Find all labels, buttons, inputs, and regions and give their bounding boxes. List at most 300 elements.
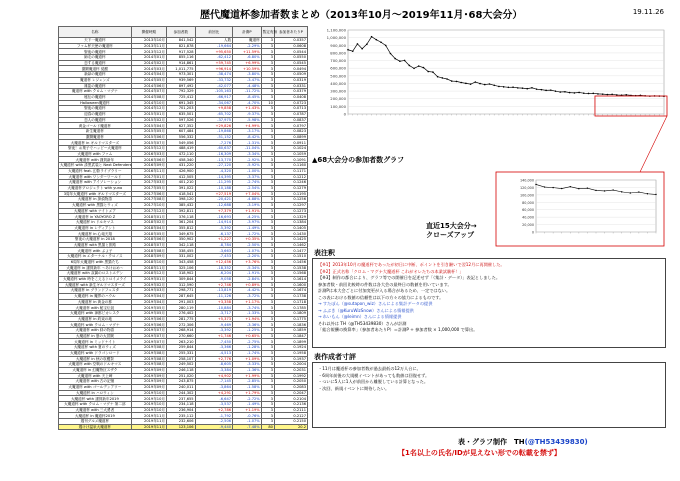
cell-participants: 412,505 bbox=[166, 174, 195, 180]
cell-flag: 3 bbox=[261, 242, 274, 248]
cell-name: 大魔道杯 in 心竜天翔 bbox=[59, 231, 132, 237]
cell-perpoint: 0.1091 bbox=[274, 157, 307, 163]
cell-name: 大魔道杯 in 魔界のハウル bbox=[59, 293, 132, 299]
cell-name: 大魔道杯 in ミッドナイト bbox=[59, 339, 132, 345]
cell-participants: 472,110 bbox=[166, 151, 195, 157]
cell-period: 2019年04月 bbox=[131, 299, 166, 305]
cell-name: 大魔道杯 with ファム bbox=[59, 151, 132, 157]
cell-flag: 3 bbox=[261, 322, 274, 328]
data-point bbox=[409, 65, 411, 67]
cell-participants: 385,432 bbox=[166, 202, 195, 208]
cell-change: -27,120 bbox=[195, 163, 232, 169]
cell-change: -3,864 bbox=[195, 384, 232, 390]
data-point bbox=[587, 187, 588, 188]
cell-rate: -3.97% bbox=[233, 220, 262, 226]
cell-change: -8,605 bbox=[195, 362, 232, 368]
cell-perpoint: 0.1538 bbox=[274, 265, 307, 271]
comment-line: ・6周年前後の大規模イベントがあっても数値は回復せず。 bbox=[318, 372, 430, 378]
data-point bbox=[552, 187, 553, 188]
cell-change: -3,717 bbox=[195, 311, 232, 317]
cell-flag: 3 bbox=[261, 384, 274, 390]
col-perpoint-header: 参加者あたりP bbox=[274, 27, 307, 38]
cell-period: 2018年11月 bbox=[131, 265, 166, 271]
cell-participants: 361,204 bbox=[166, 220, 195, 226]
cell-name: 大魔道杯 with 謹賀新年2019 bbox=[59, 396, 132, 402]
cell-rate: +1.94% bbox=[233, 316, 262, 322]
cell-period: 2016年11月 bbox=[131, 168, 166, 174]
cell-name: 大魔道杯 with ドラゴンロード bbox=[59, 350, 132, 356]
cell-participants: 355,812 bbox=[166, 225, 195, 231]
cell-change: -18,352 bbox=[195, 265, 232, 271]
cell-period: 2019年10月 bbox=[131, 396, 166, 402]
data-point bbox=[371, 36, 373, 38]
data-point bbox=[607, 94, 609, 96]
cell-name: 聖夜の大魔道杯 in 2018 bbox=[59, 237, 132, 243]
comment-line: ・ついに5人に1人が前回から離脱している計算となった。 bbox=[318, 379, 429, 384]
cell-name: 大魔道杯 with 絆の物語 bbox=[59, 328, 132, 334]
cell-period: 2014年03月 bbox=[131, 66, 166, 72]
cell-participants: 123,106 bbox=[166, 424, 195, 430]
cell-participants: 607,484 bbox=[166, 129, 195, 135]
cell-participants: 281,775 bbox=[166, 316, 195, 322]
data-point bbox=[484, 84, 486, 86]
cell-period: 2019年07月 bbox=[131, 339, 166, 345]
cell-rate: -2.92% bbox=[233, 157, 262, 163]
data-point bbox=[526, 88, 528, 90]
cell-name: 大魔道杯プロジェクト with yuno bbox=[59, 185, 132, 191]
cell-change: -37,975 bbox=[195, 117, 232, 123]
cell-period: 2015年07月 bbox=[131, 140, 166, 146]
cell-participants: 258,107 bbox=[166, 356, 195, 362]
cell-rate: -5.92% bbox=[233, 163, 262, 169]
cell-perpoint: 0.1477 bbox=[274, 248, 307, 254]
cell-name: 雄姿の魔道杯 bbox=[59, 83, 132, 89]
data-point bbox=[574, 92, 576, 94]
cell-rate: -2.20% bbox=[233, 254, 262, 260]
cell-change: -7,453 bbox=[195, 254, 232, 260]
cell-flag: 3 bbox=[261, 316, 274, 322]
cell-flag: 3 bbox=[261, 220, 274, 226]
cell-name: 大魔道杯 in 謹賀新年 ～あけおめ～ bbox=[59, 265, 132, 271]
cell-flag: 3 bbox=[261, 231, 274, 237]
data-point bbox=[361, 48, 363, 50]
data-point bbox=[413, 68, 415, 70]
cell-flag: 3 bbox=[261, 60, 274, 66]
data-point bbox=[578, 92, 580, 94]
cell-flag: 3 bbox=[261, 129, 274, 135]
y-tick-label: 140,000 bbox=[519, 178, 534, 183]
y-tick-label: 1,000,000 bbox=[326, 35, 346, 41]
cell-rate: +1.43% bbox=[233, 106, 262, 112]
cell-name: 大魔道杯 feat. 幻影ライブラリー bbox=[59, 168, 132, 174]
cell-flag: 80 bbox=[261, 424, 274, 430]
cell-period: 2013年11月 bbox=[131, 43, 166, 49]
cell-change: -7,145 bbox=[195, 379, 232, 385]
cell-participants: 331,002 bbox=[166, 254, 195, 260]
cell-perpoint: 0.0408 bbox=[274, 94, 307, 100]
data-point bbox=[352, 50, 354, 52]
cell-name: 大魔道杯 with ぷよ子 bbox=[59, 248, 132, 254]
data-point bbox=[544, 186, 545, 187]
comments-heading: 表作成者寸評 bbox=[314, 353, 356, 361]
data-point bbox=[460, 82, 462, 84]
cell-perpoint: 0.1462 bbox=[274, 242, 307, 248]
cell-rate: +3.76% bbox=[233, 259, 262, 265]
cell-participants: 251,020 bbox=[166, 373, 195, 379]
cell-perpoint: 0.1809 bbox=[274, 311, 307, 317]
cell-participants: 597,526 bbox=[166, 117, 195, 123]
cell-period: 2015年01月 bbox=[131, 111, 166, 117]
cell-rate: +7.04% bbox=[233, 191, 262, 197]
cell-perpoint: 0.2004 bbox=[274, 362, 307, 368]
cell-change: -62,412 bbox=[195, 55, 232, 61]
cell-perpoint: 0.1674 bbox=[274, 288, 307, 294]
data-point bbox=[366, 43, 368, 45]
credit-handle-link[interactable]: (@TH53439830) bbox=[524, 438, 588, 446]
cell-flag: 3 bbox=[261, 288, 274, 294]
cell-name: 大魔道杯 with 古の記憶 bbox=[59, 379, 132, 385]
cell-rate: -2.54% bbox=[233, 185, 262, 191]
cell-name: 大魔道杯 with 謹賀新年 bbox=[59, 157, 132, 163]
data-point bbox=[427, 71, 429, 73]
data-point bbox=[489, 83, 491, 85]
y-tick-label: 400,000 bbox=[330, 80, 346, 86]
cell-period: 2015年02月 bbox=[131, 117, 166, 123]
cell-flag: 3 bbox=[261, 407, 274, 413]
note-line: 「総合報酬の換算率」（参加者あたりP）＝計測P ÷ 参加者数 × 1,000,000 で算出。 bbox=[318, 327, 478, 332]
cell-perpoint: 0.2127 bbox=[274, 413, 307, 419]
zoom-line-chart bbox=[496, 172, 664, 246]
cell-period: 2017年01月 bbox=[131, 174, 166, 180]
cell-participants: 234,118 bbox=[166, 402, 195, 408]
data-point bbox=[475, 81, 477, 83]
cell-flag: 3 bbox=[261, 134, 274, 140]
cell-rate: -2.84% bbox=[233, 276, 262, 282]
cell-change: -8,784 bbox=[195, 242, 232, 248]
cell-period: 2014年04月 bbox=[131, 72, 166, 78]
cell-change: -105,163 bbox=[195, 89, 232, 95]
note-line: → すたぽん（@sutapon_wiz）さんによる集計データの提供 bbox=[318, 301, 433, 306]
data-point bbox=[647, 193, 648, 194]
y-tick-label: 700,000 bbox=[330, 58, 346, 64]
data-point bbox=[375, 39, 377, 41]
cell-perpoint: 0.1785 bbox=[274, 305, 307, 311]
cell-period: 2014年10月 bbox=[131, 100, 166, 106]
cell-name: 大魔道杯 with 黒猫と旅路 bbox=[59, 242, 132, 248]
cell-change: -10,188 bbox=[195, 185, 232, 191]
cell-name: 大魔道杯 with ナイトメア bbox=[59, 208, 132, 214]
cell-rate: -3.80% bbox=[233, 72, 262, 78]
cell-perpoint: 0.2050 bbox=[274, 379, 307, 385]
cell-change: -60,637 bbox=[195, 146, 232, 152]
cell-flag: 3 bbox=[261, 49, 274, 55]
cell-period: 2019年09月 bbox=[131, 379, 166, 385]
cell-participants: 342,118 bbox=[166, 242, 195, 248]
col-flag-header: 暫定有無 bbox=[261, 27, 274, 38]
cell-participants: 973,301 bbox=[166, 72, 195, 78]
cell-change: -9,469 bbox=[195, 322, 232, 328]
cell-change: -7,450 bbox=[195, 339, 232, 345]
cell-change: -13,819 bbox=[195, 288, 232, 294]
closeup-connector bbox=[640, 116, 667, 172]
cell-period: 2019年10月 bbox=[131, 390, 166, 396]
cell-rate: -3.19% bbox=[233, 202, 262, 208]
cell-participants: 325,106 bbox=[166, 265, 195, 271]
cell-flag: 3 bbox=[261, 163, 274, 169]
cell-change: -7,276 bbox=[195, 140, 232, 146]
data-point bbox=[583, 92, 585, 94]
cell-change: -3,663 bbox=[195, 248, 232, 254]
cell-participants: 312,590 bbox=[166, 282, 195, 288]
cell-name: 大魔道杯 with 秘宝伝説 bbox=[59, 305, 132, 311]
cell-rate: -2.74% bbox=[233, 180, 262, 186]
cell-period: 2017年05月 bbox=[131, 185, 166, 191]
zoom-caption-line-2: クローズアップ bbox=[426, 231, 475, 239]
cell-change: -4,513 bbox=[195, 350, 232, 356]
data-point bbox=[545, 90, 547, 92]
cell-period: 2016年06月 bbox=[131, 157, 166, 163]
cell-perpoint: 0.2136 bbox=[274, 402, 307, 408]
cell-rate: -1.33% bbox=[233, 311, 262, 317]
cell-period: 2017年03月 bbox=[131, 180, 166, 186]
data-point bbox=[404, 60, 406, 62]
cell-flag: 3 bbox=[261, 254, 274, 260]
cell-flag: 3 bbox=[261, 328, 274, 334]
cell-name: 魔道杯 レジェンズ bbox=[59, 77, 132, 83]
cell-name: 大魔道杯 in 魔道杯2019 bbox=[59, 413, 132, 419]
data-point bbox=[394, 58, 396, 60]
cell-change: -11,295 bbox=[195, 180, 232, 186]
cell-name: 秘伝の魔道杯 bbox=[59, 94, 132, 100]
cell-change: +9,858 bbox=[195, 106, 232, 112]
cell-change: -12,688 bbox=[195, 202, 232, 208]
cell-perpoint: 0.0911 bbox=[274, 140, 307, 146]
cell-change: -2,506 bbox=[195, 419, 232, 425]
cell-name: 大魔道杯 with 三大勇者 bbox=[59, 407, 132, 413]
cell-participants: 237,655 bbox=[166, 396, 195, 402]
cell-period: 2019年03月 bbox=[131, 288, 166, 294]
cell-change: +12,456 bbox=[195, 259, 232, 265]
data-point bbox=[550, 89, 552, 91]
credit-line bbox=[458, 437, 588, 447]
cell-name: 師走の魔道杯 bbox=[59, 55, 132, 61]
cell-rate: -1.91% bbox=[233, 271, 262, 277]
data-point bbox=[479, 83, 481, 85]
cell-rate: -3.34% bbox=[233, 151, 262, 157]
note-line: 【※1】2013年10月の魔道杯であったが初日に中断、ポイントを引き継いで翌12月に再開催した。 bbox=[318, 262, 505, 267]
cell-perpoint: 0.1256 bbox=[274, 197, 307, 203]
data-point bbox=[347, 49, 349, 51]
data-point bbox=[588, 93, 590, 95]
data-point bbox=[437, 76, 439, 78]
cell-name: 大魔道杯 with ワンダーワールド bbox=[59, 174, 132, 180]
cell-rate: +1.91% bbox=[233, 208, 262, 214]
cell-flag: 3 bbox=[261, 168, 274, 174]
data-point bbox=[493, 84, 495, 86]
cell-period: 2018年09月 bbox=[131, 254, 166, 260]
cell-participants: 243,875 bbox=[166, 379, 195, 385]
cell-participants: 841,542 bbox=[166, 38, 195, 44]
cell-flag: 3 bbox=[261, 83, 274, 89]
cell-participants: 255,331 bbox=[166, 350, 195, 356]
cell-perpoint: 0.1059 bbox=[274, 151, 307, 157]
cell-participants: 272,306 bbox=[166, 322, 195, 328]
y-tick-label: 500,000 bbox=[330, 73, 346, 79]
cell-perpoint: 0.1425 bbox=[274, 237, 307, 243]
cell-period: 2018年07月 bbox=[131, 242, 166, 248]
main-line-chart bbox=[327, 28, 667, 173]
cell-name: 聖夜の魔道杯 bbox=[59, 106, 132, 112]
data-point bbox=[555, 90, 557, 92]
cell-name: 大魔道杯 in 幻魔特区スザク bbox=[59, 367, 132, 373]
cell-change: +5,373 bbox=[195, 316, 232, 322]
date-label: 19.11.26 bbox=[632, 8, 664, 16]
cell-period: 2019年09月 bbox=[131, 373, 166, 379]
col-participants-header: 参加者数 bbox=[166, 27, 195, 38]
cell-flag: 3 bbox=[261, 237, 274, 243]
cell-participants: 244,302 bbox=[166, 390, 195, 396]
cell-flag: 3 bbox=[261, 38, 274, 44]
cell-period: 2019年10月 bbox=[131, 402, 166, 408]
cell-perpoint: 0.1405 bbox=[274, 225, 307, 231]
cell-participants: 488,419 bbox=[166, 146, 195, 152]
cell-rate: -9.37% bbox=[233, 111, 262, 117]
cell-flag: 3 bbox=[261, 305, 274, 311]
cell-perpoint: 0.1992 bbox=[274, 373, 307, 379]
cell-period: 2019年01月 bbox=[131, 276, 166, 282]
cell-participants: 259,844 bbox=[166, 345, 195, 351]
cell-rate: -4.88% bbox=[233, 197, 262, 203]
cell-change: +1,746 bbox=[195, 333, 232, 339]
cell-flag: 3 bbox=[261, 339, 274, 345]
data-point bbox=[442, 77, 444, 79]
cell-flag: 3 bbox=[261, 311, 274, 317]
cell-period: 2018年12月 bbox=[131, 271, 166, 277]
cell-name: 6周年大魔道杯 with 黒猫たち bbox=[59, 259, 132, 265]
cell-rate: -4.42% bbox=[233, 288, 262, 294]
cell-name: ファム杯天使の魔道杯 bbox=[59, 43, 132, 49]
cell-flag: 3 bbox=[261, 55, 274, 61]
cell-participants: 236,904 bbox=[166, 407, 195, 413]
cell-period: 2019年11月 bbox=[131, 424, 166, 430]
cell-perpoint: 0.0787 bbox=[274, 111, 307, 117]
cell-perpoint: 0.0713 bbox=[274, 106, 307, 112]
cell-name: 大魔道杯 in ドルキマス bbox=[59, 220, 132, 226]
cell-period: 2019年09月 bbox=[131, 367, 166, 373]
cell-perpoint: 0.1384 bbox=[274, 220, 307, 226]
data-point bbox=[470, 83, 472, 85]
cell-rate: +1.19% bbox=[233, 407, 262, 413]
data-point bbox=[602, 93, 604, 95]
cell-flag: 3 bbox=[261, 248, 274, 254]
data-point bbox=[569, 92, 571, 94]
cell-change: -3,537 bbox=[195, 402, 232, 408]
comment-line: ・次回、新規イベントに期待したい。 bbox=[318, 385, 390, 391]
cell-flag: 3 bbox=[261, 413, 274, 419]
series-line bbox=[536, 184, 656, 194]
cell-period: 2019年04月 bbox=[131, 293, 166, 299]
cell-change: -19,664 bbox=[195, 43, 232, 49]
cell-participants: 401,210 bbox=[166, 180, 195, 186]
cell-participants: 349,675 bbox=[166, 231, 195, 237]
cell-flag: 3 bbox=[261, 174, 274, 180]
cell-participants: 232,606 bbox=[166, 419, 195, 425]
cell-rate: -11.72% bbox=[233, 89, 262, 95]
cell-perpoint: 0.1510 bbox=[274, 254, 307, 260]
cell-period: 2014年01月 bbox=[131, 55, 166, 61]
cell-perpoint: 0.2111 bbox=[274, 407, 307, 413]
data-point bbox=[536, 88, 538, 90]
cell-period: 2014年12月 bbox=[131, 106, 166, 112]
cell-rate: +0.65% bbox=[233, 333, 262, 339]
cell-rate: -1.31% bbox=[233, 140, 262, 146]
data-point bbox=[423, 67, 425, 69]
cell-perpoint: 0.1297 bbox=[274, 202, 307, 208]
y-tick-label: 800,000 bbox=[330, 50, 346, 56]
cell-period: 2019年05月 bbox=[131, 311, 166, 317]
cell-change: -3,366 bbox=[195, 345, 232, 351]
cell-rate: +10.59% bbox=[233, 66, 262, 72]
cell-name: 恋人の魔道杯 bbox=[59, 117, 132, 123]
cell-rate: -3.47% bbox=[233, 77, 262, 83]
cell-rate: -8.45% bbox=[233, 94, 262, 100]
cell-change: +95,650 bbox=[195, 49, 232, 55]
cell-name: 大魔道杯 with 双翼のロストエデン bbox=[59, 271, 132, 277]
cell-perpoint: 0.2031 bbox=[274, 367, 307, 373]
cell-perpoint: 0.2104 bbox=[274, 396, 307, 402]
cell-participants: 268,914 bbox=[166, 328, 195, 334]
cell-rate: +1.09% bbox=[233, 356, 262, 362]
y-tick-label: 80,000 bbox=[522, 200, 534, 205]
cell-period: 2019年08月 bbox=[131, 350, 166, 356]
cell-period: 2014年06月 bbox=[131, 83, 166, 89]
cell-rate: +11.59% bbox=[233, 49, 262, 55]
notes-text bbox=[318, 262, 660, 334]
cell-rate: -1.74% bbox=[233, 350, 262, 356]
cell-rate: -1.72% bbox=[233, 231, 262, 237]
cell-rate: -7.48% bbox=[233, 424, 262, 430]
cell-flag: 3 bbox=[261, 367, 274, 373]
cell-change: -9,058 bbox=[195, 276, 232, 282]
cell-perpoint: 0.2083 bbox=[274, 384, 307, 390]
cell-rate: -2.50% bbox=[233, 242, 262, 248]
cell-flag: 3 bbox=[261, 208, 274, 214]
cell-rate: -2.85% bbox=[233, 379, 262, 385]
data-point bbox=[597, 93, 599, 95]
cell-rate: -8.42% bbox=[233, 134, 262, 140]
cell-period: 2019年02月 bbox=[131, 282, 166, 288]
cell-flag: 3 bbox=[261, 43, 274, 49]
cell-perpoint: 0.1246 bbox=[274, 180, 307, 186]
cell-perpoint: 0.1195 bbox=[274, 191, 307, 197]
cell-name: 大魔道杯 with 夏のウィズ bbox=[59, 345, 132, 351]
cell-name: 恋する魔道杯 bbox=[59, 60, 132, 66]
cell-flag: 3 bbox=[261, 106, 274, 112]
cell-participants: 939,569 bbox=[166, 77, 195, 83]
cell-perpoint: 0.1836 bbox=[274, 322, 307, 328]
cell-name: 大魔道杯 with 黒猫とウィズ bbox=[59, 202, 132, 208]
cell-flag: 3 bbox=[261, 271, 274, 277]
cell-perpoint: 0.0331 bbox=[274, 83, 307, 89]
cell-participants: 270,660 bbox=[166, 333, 195, 339]
cell-flag: 3 bbox=[261, 345, 274, 351]
cell-name: 激闘魔道杯 覚醒 bbox=[59, 66, 132, 72]
cell-period: 2019年07月 bbox=[131, 328, 166, 334]
cell-perpoint: 0.1329 bbox=[274, 214, 307, 220]
cell-flag: 3 bbox=[261, 72, 274, 78]
cell-change: -13,770 bbox=[195, 157, 232, 163]
data-point bbox=[616, 94, 618, 96]
